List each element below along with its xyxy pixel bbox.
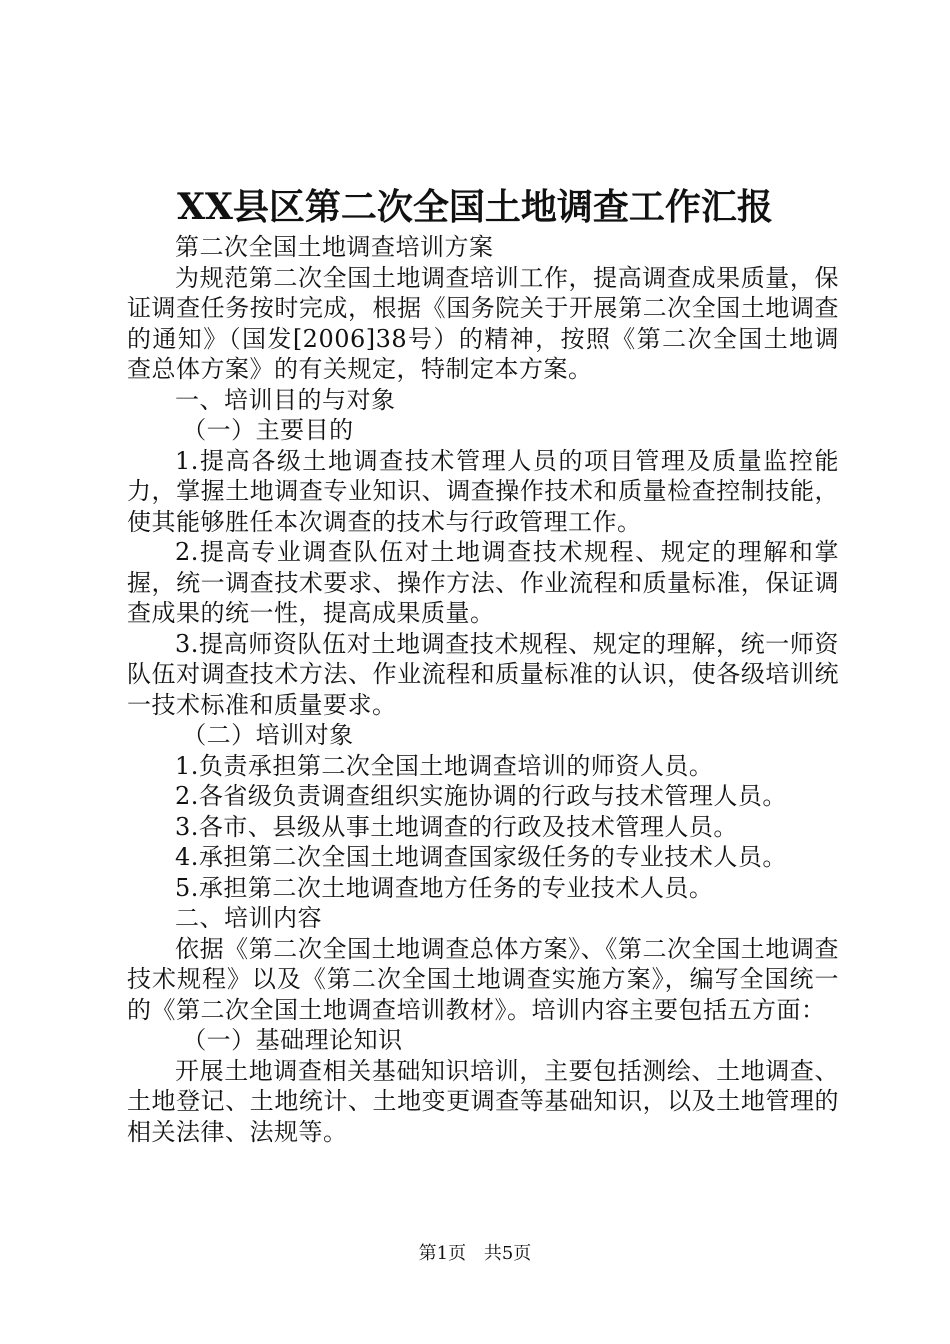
- heading-subsection-basics: （一）基础理论知识: [182, 1026, 403, 1054]
- heading-section-1: 一、培训目的与对象: [175, 385, 396, 414]
- paragraph-target-5: 5.承担第二次土地调查地方任务的专业技术人员。: [175, 873, 714, 902]
- paragraph-target-3: 3.各市、县级从事土地调查的行政及技术管理人员。: [175, 812, 738, 841]
- heading-section-2: 二、培训内容: [175, 904, 322, 932]
- document-body: [127, 232, 839, 1147]
- paragraph-basics: 开展土地调查相关基础知识培训，主要包括测绘、土地调查、土地登记、土地统计、土地变更调查等基础知识，以及土地管理的相关法律、法规等。: [127, 1056, 839, 1146]
- heading-subsection-main-goals: （一）主要目的: [182, 416, 354, 444]
- paragraph-goal-2: 2.提高专业调查队伍对土地调查技术规程、规定的理解和掌握，统一调查技术要求、操作方法、作业流程和质量标准，保证调查成果的统一性，提高成果质量。: [127, 538, 839, 627]
- heading-subsection-targets: （二）培训对象: [182, 721, 354, 749]
- document-title: XX县区第二次全国土地调查工作汇报: [177, 186, 773, 228]
- paragraph-target-1: 1.负责承担第二次全国土地调查培训的师资人员。: [175, 751, 714, 780]
- paragraph-goal-3: 3.提高师资队伍对土地调查技术规程、规定的理解，统一师资队伍对调查技术方法、作业流程和质量标准的认识，使各级培训统一技术标准和质量要求。: [127, 629, 839, 719]
- paragraph-intro: 为规范第二次全国土地调查培训工作，提高调查成果质量，保证调查任务按时完成，根据《国务院关于开展第二次全国土地调查的通知》（国发[2006]38号）的精神，按照《第二次全国土地调查总体方案》的有关规定，特制定本方案。: [127, 263, 839, 383]
- page-footer: [0, 1242, 950, 1266]
- page-number: 第1页: [418, 1243, 467, 1264]
- paragraph-goal-1: 1.提高各级土地调查技术管理人员的项目管理及质量监控能力，掌握土地调查专业知识、调查操作技术和质量检查控制技能，使其能够胜任本次调查的技术与行政管理工作。: [127, 446, 839, 536]
- page-total: 共5页: [483, 1243, 532, 1264]
- paragraph-target-4: 4.承担第二次全国土地调查国家级任务的专业技术人员。: [175, 843, 787, 871]
- paragraph-target-2: 2.各省级负责调查组织实施协调的行政与技术管理人员。: [175, 782, 787, 810]
- paragraph-subtitle: 第二次全国土地调查培训方案: [175, 233, 494, 261]
- paragraph-content-basis: 依据《第二次全国土地调查总体方案》、《第二次全国土地调查技术规程》以及《第二次全国土地调查实施方案》，编写全国统一的《第二次全国土地调查培训教材》。培训内容主要包括五方面：: [127, 934, 839, 1024]
